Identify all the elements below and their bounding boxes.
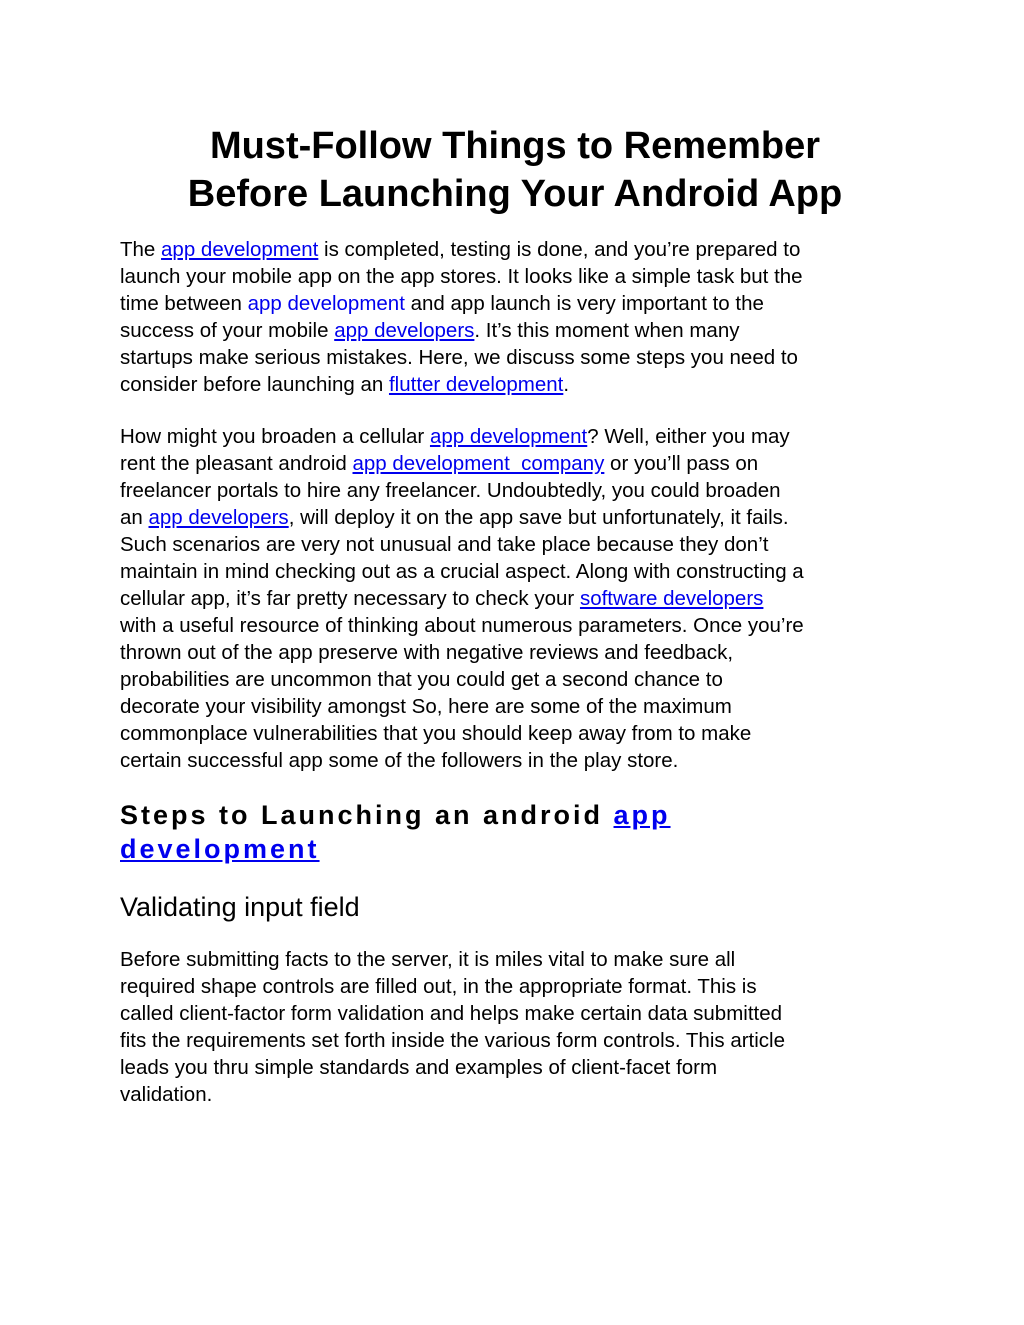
steps-heading-text: Steps to Launching an android xyxy=(120,800,614,830)
body-line: certain successful app some of the followers in the play store. xyxy=(120,749,679,772)
text: . xyxy=(563,373,570,396)
text: time between xyxy=(120,292,248,315)
text: success of your mobile xyxy=(120,319,335,342)
steps-heading xyxy=(120,798,910,866)
body-line: Such scenarios are very not unusual and take place because they don’t xyxy=(120,533,769,556)
validation-line: leads you thru simple standards and examples of client-facet form xyxy=(120,1056,718,1079)
intro-line: launch your mobile app on the app stores. It looks like a simple task but the xyxy=(120,265,803,288)
body-line xyxy=(120,504,910,531)
text: cellular app, it’s far pretty necessary to check your xyxy=(120,587,580,610)
body-line: commonplace vulnerabilities that you should keep away from to make xyxy=(120,722,752,745)
body-paragraph xyxy=(120,423,910,774)
development-link[interactable]: development xyxy=(120,834,320,864)
text: ? Well, either you may xyxy=(587,425,790,448)
title-line-1: Must-Follow Things to Remember xyxy=(209,125,821,167)
text: , will deploy it on the app save but unfortunately, it fails. xyxy=(288,506,789,529)
validation-line: validation. xyxy=(120,1083,213,1106)
text: consider before launching an xyxy=(120,373,389,396)
intro-line: startups make serious mistakes. Here, we discuss some steps you need to xyxy=(120,346,798,369)
document-title xyxy=(120,122,910,218)
title-line-2: Before Launching Your Android App xyxy=(187,173,843,215)
software-developers-link[interactable]: software developers xyxy=(579,587,764,610)
validating-input-heading: Validating input field xyxy=(120,892,360,922)
app-development-link[interactable]: app development xyxy=(247,292,405,315)
intro-line xyxy=(120,371,910,398)
validation-line: fits the requirements set forth inside the various form controls. This article xyxy=(120,1029,786,1052)
intro-line xyxy=(120,290,910,317)
validation-paragraph xyxy=(120,946,910,1108)
body-line: probabilities are uncommon that you could get a second chance to xyxy=(120,668,723,691)
validation-line: called client-factor form validation and helps make certain data submitted xyxy=(120,1002,783,1025)
validation-line: Before submitting facts to the server, it is miles vital to make sure all xyxy=(120,948,736,971)
body-line: maintain in mind checking out as a crucial aspect. Along with constructing a xyxy=(120,560,804,583)
text: or you’ll pass on xyxy=(604,452,759,475)
text: The xyxy=(120,238,162,261)
intro-line xyxy=(120,317,910,344)
steps-heading-line-2 xyxy=(120,832,910,866)
app-developers-link[interactable]: app developers xyxy=(334,319,475,342)
app-development-link[interactable]: app development xyxy=(429,425,588,448)
text: is completed, testing is done, and you’re prepared to xyxy=(318,238,801,261)
text: and app launch is very important to the xyxy=(404,292,764,315)
validation-line: required shape controls are filled out, in the appropriate format. This is xyxy=(120,975,757,998)
text: How might you broaden a cellular xyxy=(120,425,430,448)
text: . It’s this moment when many xyxy=(474,319,740,342)
text: rent the pleasant android xyxy=(120,452,353,475)
app-developers-link[interactable]: app developers xyxy=(148,506,289,529)
body-line: decorate your visibility amongst So, here are some of the maximum xyxy=(120,695,732,718)
body-line xyxy=(120,450,910,477)
app-development-link[interactable]: app development xyxy=(161,238,319,261)
intro-line xyxy=(120,236,910,263)
text: an xyxy=(120,506,149,529)
app-development-company-link[interactable]: app development company xyxy=(352,452,605,475)
intro-paragraph xyxy=(120,236,910,398)
app-link[interactable]: app xyxy=(613,800,671,830)
body-line: thrown out of the app preserve with negative reviews and feedback, xyxy=(120,641,734,664)
steps-heading-line-1 xyxy=(120,798,910,832)
body-line xyxy=(120,423,910,450)
body-line xyxy=(120,585,910,612)
flutter-development-link[interactable]: flutter development xyxy=(388,373,564,396)
body-line: with a useful resource of thinking about numerous parameters. Once you’re xyxy=(120,614,804,637)
body-line: freelancer portals to hire any freelancer. Undoubtedly, you could broaden xyxy=(120,479,781,502)
